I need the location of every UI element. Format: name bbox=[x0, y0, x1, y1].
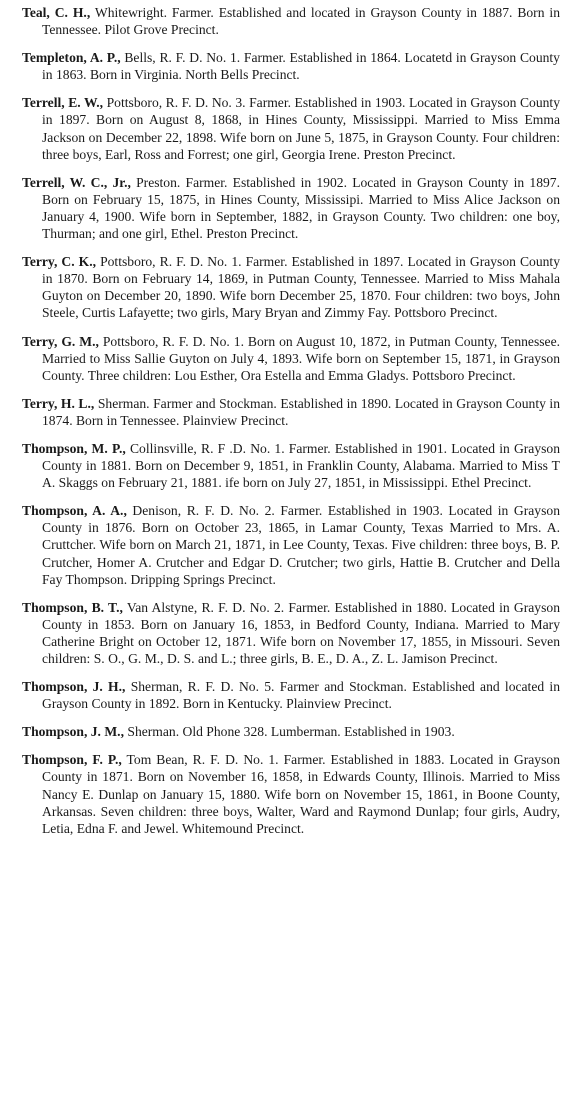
entry-name: Terry, G. M., bbox=[22, 333, 99, 349]
directory-entry bbox=[22, 333, 560, 384]
entry-text: Pottsboro, R. F. D. No. 3. Farmer. Established in 1903. Located in Grayson County in 1897. Born on August 8, 1868, in Hines County, Mississippi. Married to Miss Emma Jackson on December 22, 1898. Wife born on June 5, 1875, in Grayson County. Four children: three boys, Earl, Ross and Forrest; one girl, Georgia Irene. Preston Precinct. bbox=[42, 95, 560, 162]
entry-text: Sherman. Farmer and Stockman. Established in 1890. Located in Grayson County in 1874. Born in Tennessee. Plainview Precinct. bbox=[42, 395, 561, 428]
directory-entry bbox=[22, 4, 560, 38]
entry-name: Terrell, W. C., Jr., bbox=[22, 174, 131, 190]
entry-text: Pottsboro, R. F. D. No. 1. Born on August 10, 1872, in Putman County, Tennessee. Married to Miss Sallie Guyton on July 4, 1893. Wife born on September 15, 1871, in Grayson County. Three children: Lou Esther, Ora Estella and Emma Gladys. Pottsboro Precinct. bbox=[42, 333, 561, 383]
entry-text: Denison, R. F. D. No. 2. Farmer. Established in 1903. Located in Grayson County in 1876. Born on October 23, 1865, in Lamar County, Texas Married to Mrs. A. Cruttcher. Wife born on March 21, 1871, in Lee County, Texas. Five children: three boys, B. P. Crutcher, Homer A. Crutcher and Edgar D. Crutcher; two girls, Hattie B. Crutcher and Della Fay Thompson. Dripping Springs Precinct. bbox=[42, 503, 560, 587]
directory-entry bbox=[22, 395, 560, 429]
entry-name: Thompson, M. P., bbox=[22, 440, 126, 456]
entry-name: Terry, H. L., bbox=[22, 395, 95, 411]
entry-name: Terrell, E. W., bbox=[22, 95, 104, 111]
entry-text: Sherman. Old Phone 328. Lumberman. Established in 1903. bbox=[123, 724, 455, 740]
entry-text: Sherman, R. F. D. No. 5. Farmer and Stockman. Established and located in Grayson County in 1892. Born in Kentucky. Plainview Precinct. bbox=[42, 679, 560, 712]
directory-entry bbox=[22, 599, 560, 667]
entry-text: Tom Bean, R. F. D. No. 1. Farmer. Established in 1883. Located in Grayson County in 1871. Born on November 16, 1858, in Edwards County, Illinois. Married to Miss Nancy E. Dunlap on January 15, 1880. Wife born on November 15, 1861, in Boone County, Arkansas. Seven children: three boys, Walter, Ward and Raymond Dunlap; four girls, Audry, Letia, Edna F. and Jewel. Whitemound Precinct. bbox=[42, 752, 560, 836]
entry-name: Thompson, J. H., bbox=[22, 679, 126, 695]
entry-name: Thompson, F. P., bbox=[22, 752, 122, 768]
directory-entry bbox=[22, 751, 560, 836]
directory-entry bbox=[22, 94, 560, 162]
entry-name: Thompson, B. T., bbox=[22, 599, 123, 615]
directory-entry bbox=[22, 723, 560, 740]
entry-text: Van Alstyne, R. F. D. No. 2. Farmer. Established in 1880. Located in Grayson County in 1853. Born on January 16, 1853, in Bedford County, Indiana. Married to Mary Catherine Bright on October 12, 1871. Wife born on November 17, 1855, in Missouri. Seven children: S. O., G. M., D. S. and L.; three girls, B. E., D. A., Z. L. Jamison Precinct. bbox=[42, 599, 560, 666]
entry-text: Whitewright. Farmer. Established and located in Grayson County in 1887. Born in Tennessee. Pilot Grove Precinct. bbox=[42, 5, 560, 38]
entry-text: Bells, R. F. D. No. 1. Farmer. Established in 1864. Locatetd in Grayson County in 1863. Born in Virginia. North Bells Precinct. bbox=[42, 50, 560, 83]
directory-entry bbox=[22, 253, 560, 321]
directory-entry bbox=[22, 440, 560, 491]
entry-name: Templeton, A. P., bbox=[22, 50, 121, 66]
entry-name: Terry, C. K., bbox=[22, 254, 97, 270]
entry-text: Preston. Farmer. Established in 1902. Located in Grayson County in 1897. Born on February 15, 1875, in Hines County, Mississipi. Married to Miss Alice Jackson on January 4, 1900. Wife born in September, 1882, in Grayson County. Two children: one boy, Thurman; and one girl, Ethel. Preston Precinct. bbox=[42, 174, 560, 242]
directory-entry bbox=[22, 502, 560, 587]
entry-text: Collinsville, R. F .D. No. 1. Farmer. Established in 1901. Located in Grayson County in 1881. Born on December 9, 1851, in Franklin County, Alabama. Married to Miss T A. Skaggs on February 21, 1881. ife born on July 27, 1851, in Mississippi. Ethel Precinct. bbox=[42, 440, 561, 491]
entry-name: Thompson, J. M., bbox=[22, 724, 124, 740]
entry-name: Thompson, A. A., bbox=[22, 503, 127, 519]
entry-name: Teal, C. H., bbox=[22, 5, 91, 20]
entry-text: Pottsboro, R. F. D. No. 1. Farmer. Established in 1897. Located in Grayson County in 1870. Born on February 14, 1869, in Putman County, Tennessee. Married to Miss Mahala Guyton on December 20, 1890. Wife born December 25, 1870. Four children: two boys, John Steele, Curtis Lafayette; two girls, Mary Bryan and Zimmy Fay. Pottsboro Precinct. bbox=[42, 254, 560, 321]
directory-entry bbox=[22, 174, 560, 242]
directory-entry bbox=[22, 49, 560, 83]
directory-entry bbox=[22, 678, 560, 712]
